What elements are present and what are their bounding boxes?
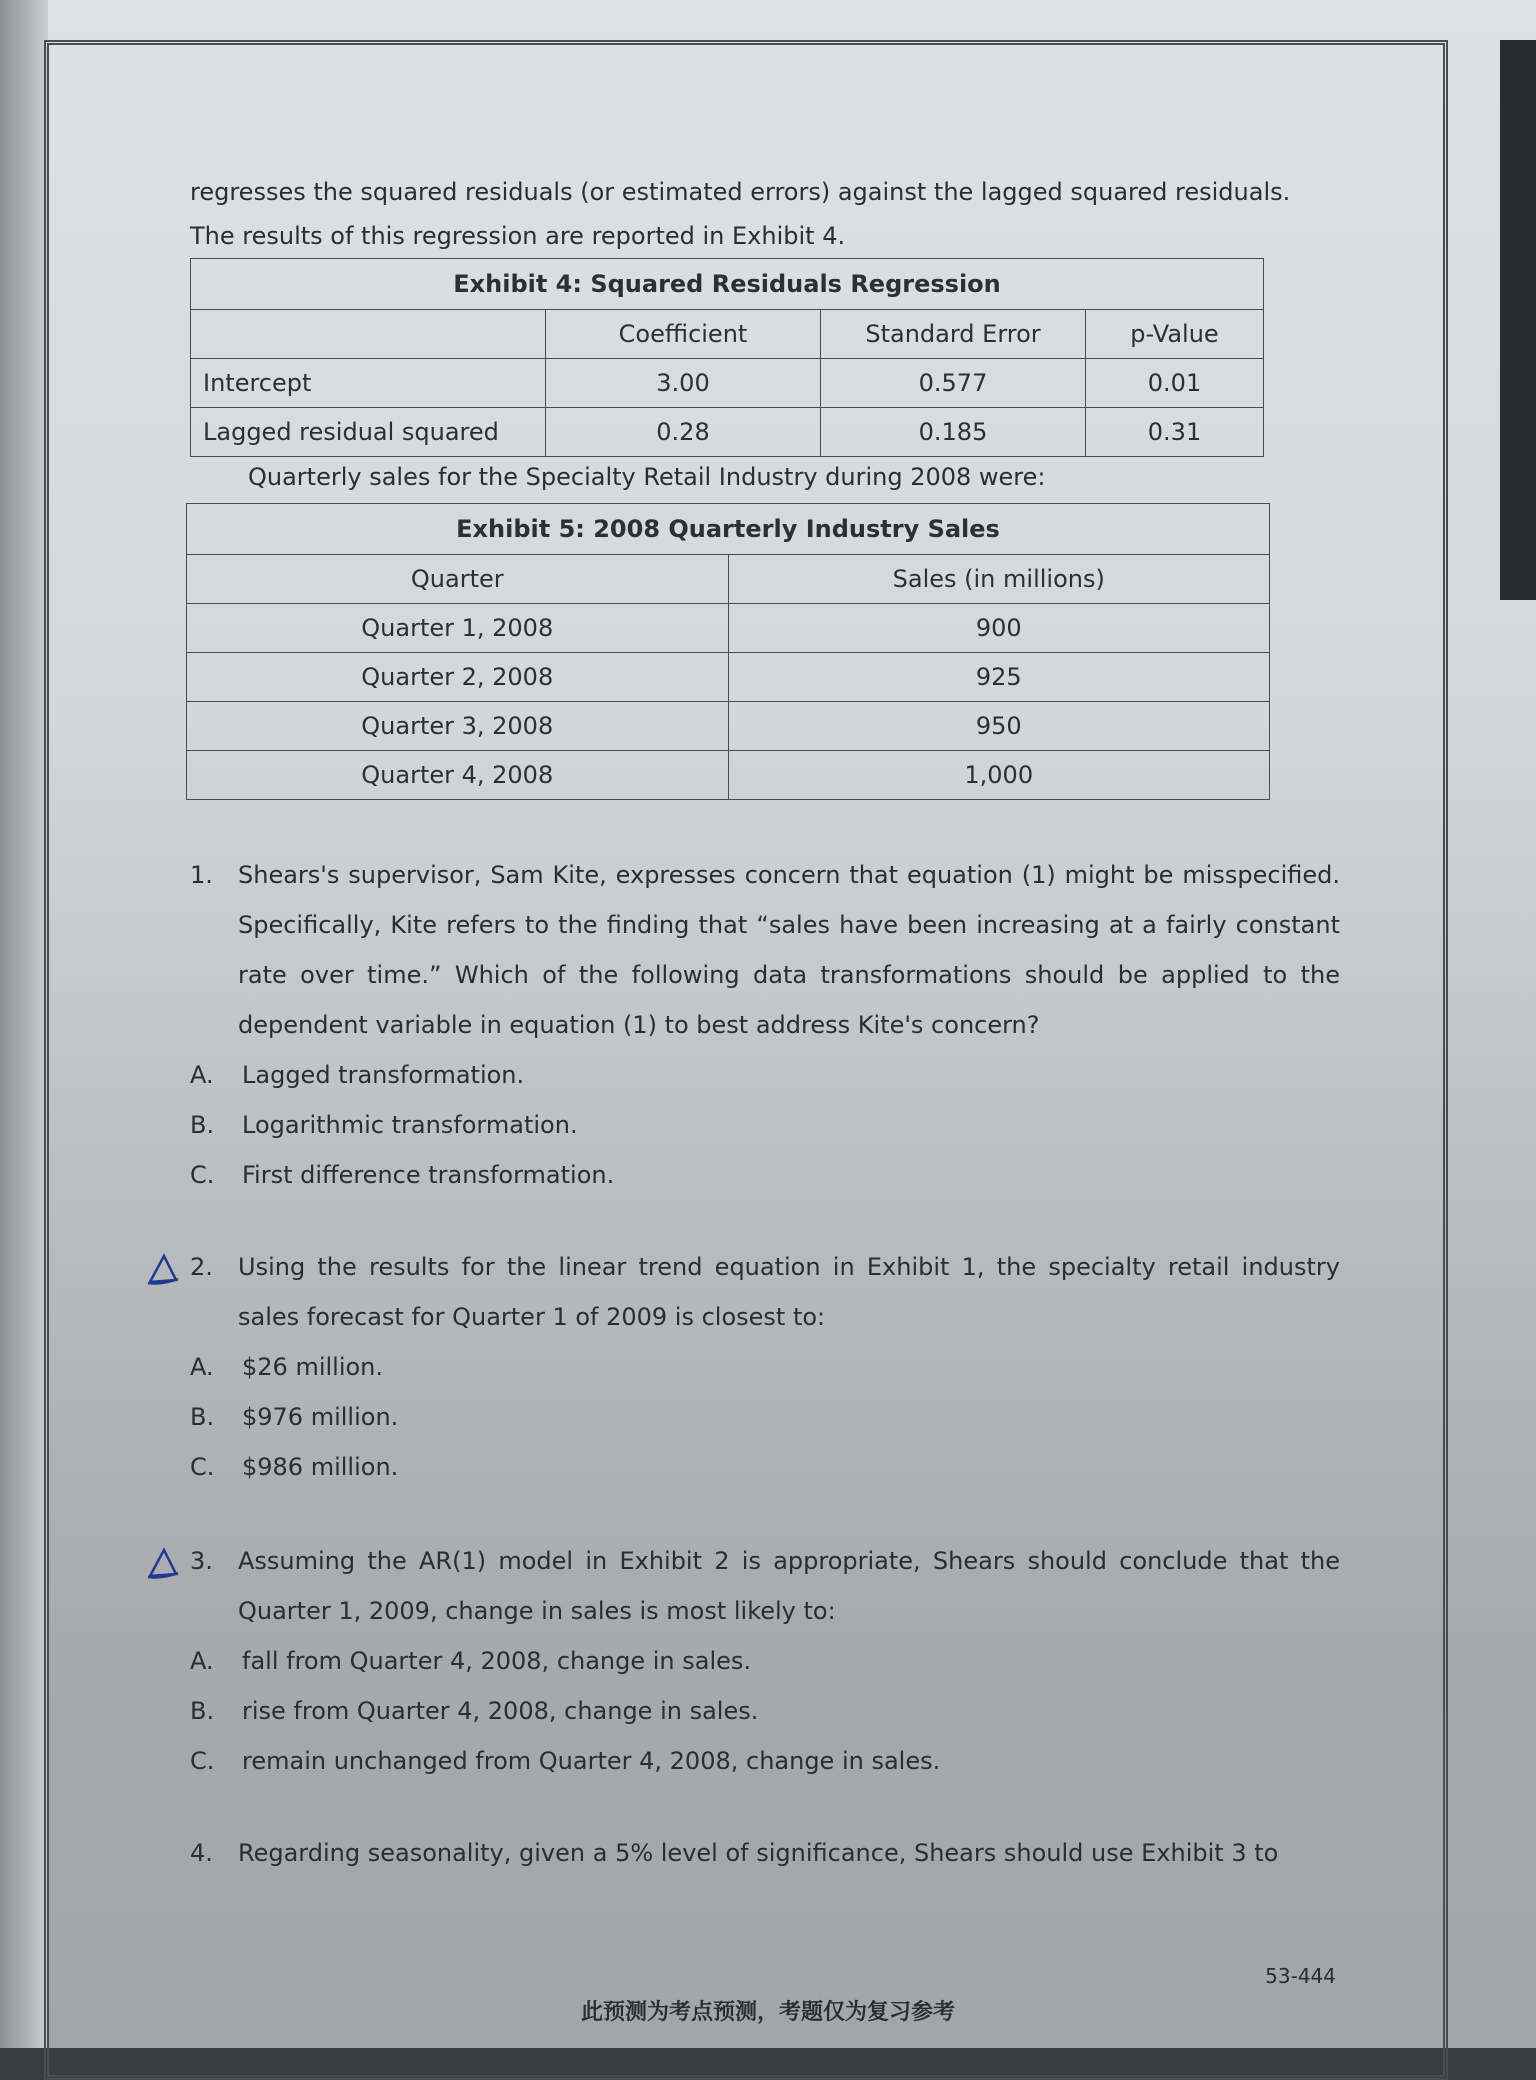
pen-triangle-mark-icon	[146, 1252, 180, 1286]
option-text: Lagged transformation.	[242, 1061, 525, 1089]
option-a	[190, 1636, 1340, 1686]
cell: Quarter 4, 2008	[187, 751, 729, 800]
cell: 3.00	[546, 359, 821, 408]
table-row	[187, 653, 1270, 702]
question-text: Regarding seasonality, given a 5% level of significance, Shears should use Exhibit 3 to	[238, 1839, 1279, 1867]
option-letter: C.	[190, 1747, 215, 1775]
question-3	[190, 1536, 1340, 1636]
question-number: 3.	[190, 1547, 213, 1575]
option-letter: B.	[190, 1403, 215, 1431]
option-text: $986 million.	[242, 1453, 399, 1481]
exhibit-4-table	[190, 258, 1264, 457]
option-letter: B.	[190, 1697, 215, 1725]
option-b	[190, 1686, 1340, 1736]
option-text: fall from Quarter 4, 2008, change in sales.	[242, 1647, 752, 1675]
header-cell: Sales (in millions)	[728, 555, 1270, 604]
page-number: 53-444	[1265, 1964, 1336, 1988]
option-letter: A.	[190, 1353, 214, 1381]
intro-line-1: regresses the squared residuals (or estimated errors) against the lagged squared residuals.	[190, 178, 1291, 206]
question-2	[190, 1242, 1340, 1342]
option-text: $976 million.	[242, 1403, 399, 1431]
cell: 1,000	[728, 751, 1270, 800]
option-c	[190, 1442, 1340, 1492]
cell: Quarter 3, 2008	[187, 702, 729, 751]
exhibit-5-table	[186, 503, 1270, 800]
option-text: rise from Quarter 4, 2008, change in sales.	[242, 1697, 759, 1725]
option-text: remain unchanged from Quarter 4, 2008, change in sales.	[242, 1747, 941, 1775]
option-letter: B.	[190, 1111, 215, 1139]
option-a	[190, 1342, 1340, 1392]
cell: 925	[728, 653, 1270, 702]
header-cell: Standard Error	[821, 310, 1086, 359]
option-text: Logarithmic transformation.	[242, 1111, 578, 1139]
background-edge	[1500, 40, 1536, 600]
intro-line-2: The results of this regression are reported in Exhibit 4.	[190, 222, 846, 250]
cell: 0.01	[1086, 359, 1264, 408]
table-row	[187, 604, 1270, 653]
table-header-row	[187, 555, 1270, 604]
cell: 0.185	[821, 408, 1086, 457]
option-b	[190, 1100, 1340, 1150]
question-text: Assuming the AR(1) model in Exhibit 2 is appropriate, Shears should conclude that the Quarter 1, 2009, change in sales is most likely to:	[238, 1547, 1340, 1625]
cell: Quarter 2, 2008	[187, 653, 729, 702]
question-1	[190, 850, 1340, 1050]
option-b	[190, 1392, 1340, 1442]
cell: 900	[728, 604, 1270, 653]
cell: 950	[728, 702, 1270, 751]
cell: 0.31	[1086, 408, 1264, 457]
cell: 0.577	[821, 359, 1086, 408]
table-row	[191, 359, 1264, 408]
table-row	[187, 751, 1270, 800]
option-text: $26 million.	[242, 1353, 384, 1381]
cell: Quarter 1, 2008	[187, 604, 729, 653]
footer-note: 此预测为考点预测，考题仅为复习参考	[580, 2000, 955, 2025]
header-cell: p-Value	[1086, 310, 1264, 359]
question-text: Using the results for the linear trend equation in Exhibit 1, the specialty retail industry sales forecast for Quarter 1 of 2009 is closest to:	[238, 1253, 1340, 1331]
exhibit-5-title: Exhibit 5: 2008 Quarterly Industry Sales	[187, 504, 1270, 555]
option-text: First difference transformation.	[242, 1161, 615, 1189]
question-number: 4.	[190, 1839, 213, 1867]
table-header-row	[191, 310, 1264, 359]
row-label: Intercept	[191, 359, 546, 408]
option-c	[190, 1736, 1340, 1786]
table-row	[191, 408, 1264, 457]
header-cell	[191, 310, 546, 359]
page-content	[190, 168, 1340, 1878]
header-cell: Coefficient	[546, 310, 821, 359]
pen-triangle-mark-icon	[146, 1546, 180, 1580]
option-letter: C.	[190, 1453, 215, 1481]
table-row	[187, 702, 1270, 751]
question-text: Shears's supervisor, Sam Kite, expresses concern that equation (1) might be misspecified. Specifically, Kite refers to the finding that “sales have been increasing at a fairly constant rate over time.” Which of the following data transformations should be applied to the dependent variable in equation (1) to best address Kite's concern?	[238, 861, 1340, 1039]
exhibit-4-title: Exhibit 4: Squared Residuals Regression	[191, 259, 1264, 310]
option-c	[190, 1150, 1340, 1200]
question-number: 1.	[190, 861, 213, 889]
exhibit-5-intro: Quarterly sales for the Specialty Retail Industry during 2008 were:	[248, 463, 1046, 491]
question-number: 2.	[190, 1253, 213, 1281]
option-a	[190, 1050, 1340, 1100]
header-cell: Quarter	[187, 555, 729, 604]
question-4	[190, 1828, 1340, 1878]
row-label: Lagged residual squared	[191, 408, 546, 457]
cell: 0.28	[546, 408, 821, 457]
option-letter: A.	[190, 1647, 214, 1675]
page-fold-shadow	[0, 0, 48, 2048]
option-letter: C.	[190, 1161, 215, 1189]
option-letter: A.	[190, 1061, 214, 1089]
